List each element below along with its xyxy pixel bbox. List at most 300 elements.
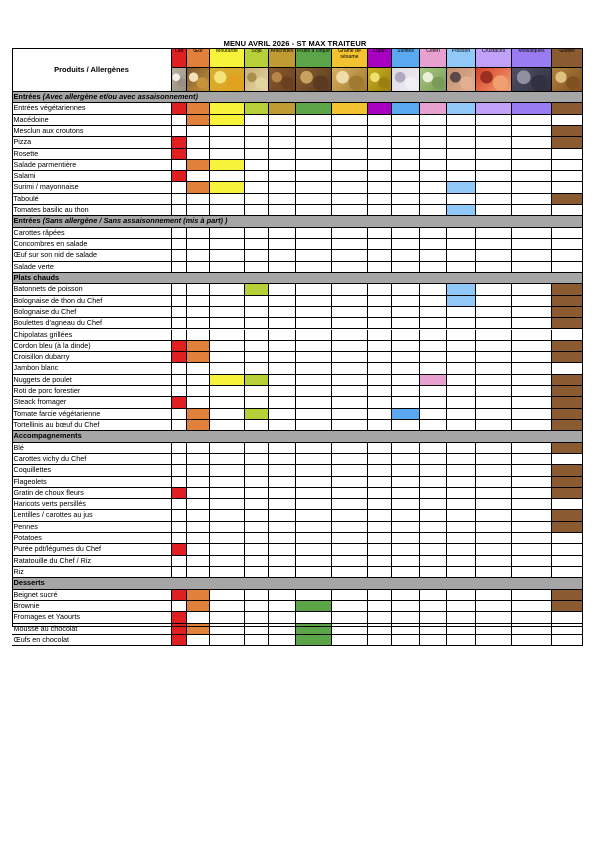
allergen-cell xyxy=(269,228,296,239)
allergen-cell xyxy=(476,544,512,555)
allergen-cell xyxy=(172,556,187,567)
allergen-cell xyxy=(332,397,368,408)
allergen-cell xyxy=(368,420,392,431)
allergen-cell xyxy=(269,590,296,601)
allergen-cell xyxy=(512,386,552,397)
allergen-cell xyxy=(172,386,187,397)
allergen-cell xyxy=(476,137,512,148)
product-name: Taboulé xyxy=(12,194,172,205)
allergen-cell xyxy=(368,567,392,578)
allergen-cell xyxy=(476,420,512,431)
allergen-cell xyxy=(552,556,583,567)
allergen-cell xyxy=(512,477,552,488)
allergen-cell xyxy=(552,330,583,341)
allergen-cell xyxy=(368,228,392,239)
allergen-cell xyxy=(296,556,332,567)
allergen-cell xyxy=(187,250,210,261)
allergen-cell xyxy=(368,262,392,273)
allergen-cell xyxy=(368,386,392,397)
allergen-cell xyxy=(269,318,296,329)
soy-photo-icon xyxy=(245,68,269,92)
allergen-cell xyxy=(368,239,392,250)
allergen-cell xyxy=(245,624,269,635)
crustacean-photo-icon xyxy=(476,68,512,92)
allergen-cell xyxy=(447,386,476,397)
allergen-cell xyxy=(447,126,476,137)
allergen-cell xyxy=(187,556,210,567)
allergen-cell xyxy=(447,465,476,476)
allergen-mark-cell xyxy=(187,182,210,193)
allergen-cell xyxy=(245,465,269,476)
allergen-cell xyxy=(332,465,368,476)
allergen-cell xyxy=(512,149,552,160)
allergen-cell xyxy=(420,409,447,420)
allergen-mark-cell xyxy=(447,103,476,114)
product-name: Salade verte xyxy=(12,262,172,273)
allergen-cell xyxy=(210,307,245,318)
allergen-cell xyxy=(332,194,368,205)
allergen-cell xyxy=(512,352,552,363)
allergen-cell xyxy=(210,250,245,261)
allergen-cell xyxy=(172,533,187,544)
product-name: Pizza xyxy=(12,137,172,148)
allergen-cell xyxy=(447,149,476,160)
allergen-cell xyxy=(245,544,269,555)
allergen-mark-cell xyxy=(420,375,447,386)
allergen-cell xyxy=(552,612,583,623)
allergen-cell xyxy=(187,307,210,318)
allergen-cell xyxy=(245,228,269,239)
product-name: Batonnets de poisson xyxy=(12,284,172,295)
allergen-mark-cell xyxy=(392,409,420,420)
allergen-cell xyxy=(187,443,210,454)
allergen-cell xyxy=(245,567,269,578)
allergen-cell xyxy=(332,115,368,126)
fish-photo-icon xyxy=(447,68,476,92)
allergen-cell xyxy=(420,126,447,137)
allergen-cell xyxy=(269,488,296,499)
allergen-cell xyxy=(392,205,420,216)
allergen-cell xyxy=(476,126,512,137)
allergen-cell xyxy=(187,544,210,555)
allergen-mark-cell xyxy=(172,544,187,555)
allergen-cell xyxy=(476,397,512,408)
allergen-cell xyxy=(245,171,269,182)
allergen-mark-cell xyxy=(172,103,187,114)
allergen-cell xyxy=(447,363,476,374)
allergen-cell xyxy=(368,352,392,363)
allergen-cell xyxy=(392,477,420,488)
allergen-cell xyxy=(187,318,210,329)
allergen-cell xyxy=(245,318,269,329)
allergen-cell xyxy=(269,115,296,126)
allergen-cell xyxy=(245,149,269,160)
allergen-cell xyxy=(512,228,552,239)
allergen-cell xyxy=(296,115,332,126)
product-name: Purée pdt/légumes du Chef xyxy=(12,544,172,555)
allergen-cell xyxy=(210,228,245,239)
allergen-cell xyxy=(512,590,552,601)
allergen-cell xyxy=(392,307,420,318)
allergen-cell xyxy=(245,454,269,465)
allergen-cell xyxy=(512,341,552,352)
allergen-cell xyxy=(476,171,512,182)
allergen-cell xyxy=(420,363,447,374)
allergen-cell xyxy=(187,239,210,250)
allergen-cell xyxy=(172,499,187,510)
allergen-cell xyxy=(296,533,332,544)
allergen-cell xyxy=(332,352,368,363)
allergen-cell xyxy=(512,397,552,408)
allergen-cell xyxy=(512,262,552,273)
allergen-cell xyxy=(392,160,420,171)
product-name: Brownie xyxy=(12,601,172,612)
allergen-cell xyxy=(420,624,447,635)
allergen-cell xyxy=(269,239,296,250)
allergen-cell xyxy=(296,137,332,148)
allergen-cell xyxy=(552,499,583,510)
allergen-cell xyxy=(512,250,552,261)
allergen-cell xyxy=(269,182,296,193)
allergen-cell xyxy=(210,567,245,578)
allergen-cell xyxy=(296,612,332,623)
allergen-cell xyxy=(420,284,447,295)
allergen-cell xyxy=(447,522,476,533)
allergen-cell xyxy=(392,635,420,646)
product-name: Entrées végétariennes xyxy=(12,103,172,114)
allergen-cell xyxy=(447,533,476,544)
allergen-mark-cell xyxy=(296,635,332,646)
allergen-cell xyxy=(210,171,245,182)
allergen-cell xyxy=(420,590,447,601)
allergen-cell xyxy=(332,318,368,329)
allergen-cell xyxy=(476,352,512,363)
allergen-cell xyxy=(512,443,552,454)
allergen-cell xyxy=(296,465,332,476)
allergen-cell xyxy=(210,284,245,295)
allergen-cell xyxy=(296,544,332,555)
allergen-mark-cell xyxy=(552,352,583,363)
allergen-cell xyxy=(332,499,368,510)
allergen-cell xyxy=(187,194,210,205)
allergen-cell xyxy=(552,149,583,160)
allergen-mark-cell xyxy=(172,137,187,148)
allergen-cell xyxy=(296,363,332,374)
allergen-cell xyxy=(332,624,368,635)
allergen-mark-cell xyxy=(245,409,269,420)
sesame-photo-icon xyxy=(332,68,368,92)
allergen-cell xyxy=(552,635,583,646)
allergen-cell xyxy=(245,182,269,193)
allergen-mark-cell xyxy=(552,522,583,533)
allergen-mark-cell xyxy=(552,194,583,205)
allergen-cell xyxy=(392,137,420,148)
allergen-cell xyxy=(420,510,447,521)
allergen-cell xyxy=(552,228,583,239)
allergen-cell xyxy=(245,386,269,397)
allergen-cell xyxy=(296,397,332,408)
product-name: Pennes xyxy=(12,522,172,533)
allergen-cell xyxy=(392,420,420,431)
allergen-mark-cell xyxy=(187,590,210,601)
allergen-cell xyxy=(512,330,552,341)
allergen-cell xyxy=(187,635,210,646)
allergen-cell xyxy=(420,182,447,193)
allergen-cell xyxy=(512,126,552,137)
allergen-cell xyxy=(392,194,420,205)
allergen-cell xyxy=(210,556,245,567)
allergen-cell xyxy=(269,443,296,454)
allergen-cell xyxy=(210,624,245,635)
section-header xyxy=(12,92,583,103)
allergen-mark-cell xyxy=(187,624,210,635)
product-name: Bolognaise du Chef xyxy=(12,307,172,318)
allergen-cell xyxy=(368,115,392,126)
allergen-cell xyxy=(269,126,296,137)
allergen-cell xyxy=(245,296,269,307)
allergen-cell xyxy=(368,126,392,137)
allergen-cell xyxy=(476,612,512,623)
allergen-cell xyxy=(210,465,245,476)
allergen-cell xyxy=(476,465,512,476)
allergen-cell xyxy=(187,465,210,476)
product-name: Croisillon dubarry xyxy=(12,352,172,363)
allergen-cell xyxy=(368,624,392,635)
allergen-cell xyxy=(210,149,245,160)
allergen-cell xyxy=(512,544,552,555)
allergen-mark-cell xyxy=(172,149,187,160)
allergen-cell xyxy=(269,601,296,612)
allergen-cell xyxy=(552,115,583,126)
allergen-cell xyxy=(210,363,245,374)
allergen-cell xyxy=(476,160,512,171)
allergen-cell xyxy=(269,397,296,408)
allergen-cell xyxy=(552,533,583,544)
allergen-cell xyxy=(392,488,420,499)
allergen-cell xyxy=(269,477,296,488)
allergen-mark-cell xyxy=(447,205,476,216)
section-header xyxy=(12,578,583,589)
section-title: Entrées xyxy=(13,216,43,226)
allergen-cell xyxy=(245,262,269,273)
allergen-cell xyxy=(269,522,296,533)
allergen-header-0: Lait xyxy=(172,48,187,68)
allergen-cell xyxy=(447,499,476,510)
allergen-cell xyxy=(476,149,512,160)
allergen-mark-cell xyxy=(552,590,583,601)
allergen-cell xyxy=(392,590,420,601)
allergen-cell xyxy=(245,499,269,510)
allergen-cell xyxy=(476,409,512,420)
allergen-mark-cell xyxy=(187,160,210,171)
allergen-cell xyxy=(476,510,512,521)
allergen-cell xyxy=(210,612,245,623)
allergen-mark-cell xyxy=(296,601,332,612)
allergen-cell xyxy=(368,194,392,205)
allergen-mark-cell xyxy=(210,160,245,171)
allergen-mark-cell xyxy=(368,103,392,114)
allergen-cell xyxy=(269,149,296,160)
allergen-cell xyxy=(296,522,332,533)
product-name: Coquillettes xyxy=(12,465,172,476)
allergen-cell xyxy=(332,250,368,261)
allergen-cell xyxy=(187,454,210,465)
allergen-cell xyxy=(512,499,552,510)
allergen-header-10: Poisson xyxy=(447,48,476,68)
allergen-cell xyxy=(368,409,392,420)
allergen-cell xyxy=(392,544,420,555)
allergen-header-1: Œuf xyxy=(187,48,210,68)
allergen-cell xyxy=(476,182,512,193)
allergen-cell xyxy=(245,488,269,499)
allergen-cell xyxy=(210,194,245,205)
allergen-cell xyxy=(269,510,296,521)
allergen-mark-cell xyxy=(447,296,476,307)
allergen-cell xyxy=(245,352,269,363)
allergen-cell xyxy=(332,375,368,386)
allergen-cell xyxy=(172,363,187,374)
allergen-cell xyxy=(296,194,332,205)
allergen-cell xyxy=(269,307,296,318)
allergen-cell xyxy=(512,205,552,216)
allergen-cell xyxy=(512,182,552,193)
allergen-cell xyxy=(332,149,368,160)
allergen-cell xyxy=(420,601,447,612)
allergen-header-3: Soja xyxy=(245,48,269,68)
allergen-cell xyxy=(296,296,332,307)
allergen-cell xyxy=(447,624,476,635)
allergen-cell xyxy=(512,284,552,295)
section-title: Accompagnements xyxy=(13,431,82,441)
product-name: Concombres en salade xyxy=(12,239,172,250)
allergen-cell xyxy=(392,397,420,408)
allergen-cell xyxy=(392,341,420,352)
allergen-cell xyxy=(172,567,187,578)
allergen-cell xyxy=(512,567,552,578)
allergen-cell xyxy=(368,499,392,510)
allergen-cell xyxy=(368,330,392,341)
allergen-cell xyxy=(447,137,476,148)
allergen-cell xyxy=(512,510,552,521)
product-name: Tomates basilic au thon xyxy=(12,205,172,216)
allergen-cell xyxy=(447,443,476,454)
allergen-cell xyxy=(332,567,368,578)
allergen-cell xyxy=(210,420,245,431)
allergen-cell xyxy=(172,194,187,205)
allergen-cell xyxy=(420,194,447,205)
allergen-cell xyxy=(172,228,187,239)
allergen-cell xyxy=(392,499,420,510)
allergen-mark-cell xyxy=(420,103,447,114)
allergen-cell xyxy=(245,363,269,374)
allergen-cell xyxy=(245,477,269,488)
product-name: Carottes vichy du Chef xyxy=(12,454,172,465)
allergen-cell xyxy=(296,307,332,318)
allergen-mark-cell xyxy=(172,397,187,408)
allergen-mark-cell xyxy=(552,375,583,386)
allergen-cell xyxy=(476,262,512,273)
allergen-cell xyxy=(332,590,368,601)
allergen-cell xyxy=(332,341,368,352)
allergen-cell xyxy=(245,443,269,454)
allergen-cell xyxy=(420,544,447,555)
allergen-cell xyxy=(476,477,512,488)
allergen-cell xyxy=(332,239,368,250)
allergen-cell xyxy=(392,624,420,635)
allergen-cell xyxy=(447,318,476,329)
allergen-mark-cell xyxy=(512,103,552,114)
allergen-cell xyxy=(296,250,332,261)
allergen-cell xyxy=(332,544,368,555)
allergen-cell xyxy=(392,182,420,193)
allergen-cell xyxy=(269,284,296,295)
allergen-cell xyxy=(512,307,552,318)
allergen-mark-cell xyxy=(245,284,269,295)
allergen-cell xyxy=(447,160,476,171)
allergen-cell xyxy=(392,375,420,386)
allergen-cell xyxy=(172,160,187,171)
allergen-cell xyxy=(210,296,245,307)
allergen-cell xyxy=(476,205,512,216)
allergen-cell xyxy=(187,296,210,307)
allergen-cell xyxy=(332,182,368,193)
allergen-mark-cell xyxy=(187,115,210,126)
allergen-cell xyxy=(368,488,392,499)
allergen-mark-cell xyxy=(552,307,583,318)
allergen-cell xyxy=(245,341,269,352)
allergen-cell xyxy=(512,488,552,499)
allergen-mark-cell xyxy=(552,477,583,488)
allergen-cell xyxy=(296,477,332,488)
allergen-cell xyxy=(420,330,447,341)
allergen-cell xyxy=(368,375,392,386)
allergen-cell xyxy=(368,522,392,533)
allergen-cell xyxy=(476,375,512,386)
allergen-header-8: Sulfites xyxy=(392,48,420,68)
allergen-cell xyxy=(332,522,368,533)
allergen-cell xyxy=(269,612,296,623)
allergen-cell xyxy=(368,397,392,408)
allergen-cell xyxy=(269,205,296,216)
allergen-cell xyxy=(332,330,368,341)
allergen-cell xyxy=(245,115,269,126)
allergen-cell xyxy=(512,556,552,567)
allergen-mark-cell xyxy=(552,386,583,397)
allergen-cell xyxy=(420,612,447,623)
allergen-cell xyxy=(269,567,296,578)
allergen-cell xyxy=(269,386,296,397)
allergen-cell xyxy=(447,556,476,567)
allergen-cell xyxy=(368,307,392,318)
allergen-cell xyxy=(447,250,476,261)
allergen-mark-cell xyxy=(552,318,583,329)
allergen-cell xyxy=(392,250,420,261)
allergen-mark-cell xyxy=(210,115,245,126)
allergen-mark-cell xyxy=(552,341,583,352)
allergen-cell xyxy=(420,171,447,182)
allergen-cell xyxy=(392,171,420,182)
allergen-cell xyxy=(296,330,332,341)
product-name: Œuf sur son nid de salade xyxy=(12,250,172,261)
allergen-cell xyxy=(447,635,476,646)
allergen-cell xyxy=(512,635,552,646)
allergen-cell xyxy=(420,465,447,476)
allergen-cell xyxy=(296,318,332,329)
allergen-cell xyxy=(172,477,187,488)
allergen-cell xyxy=(210,239,245,250)
allergen-cell xyxy=(368,363,392,374)
allergen-cell xyxy=(245,307,269,318)
